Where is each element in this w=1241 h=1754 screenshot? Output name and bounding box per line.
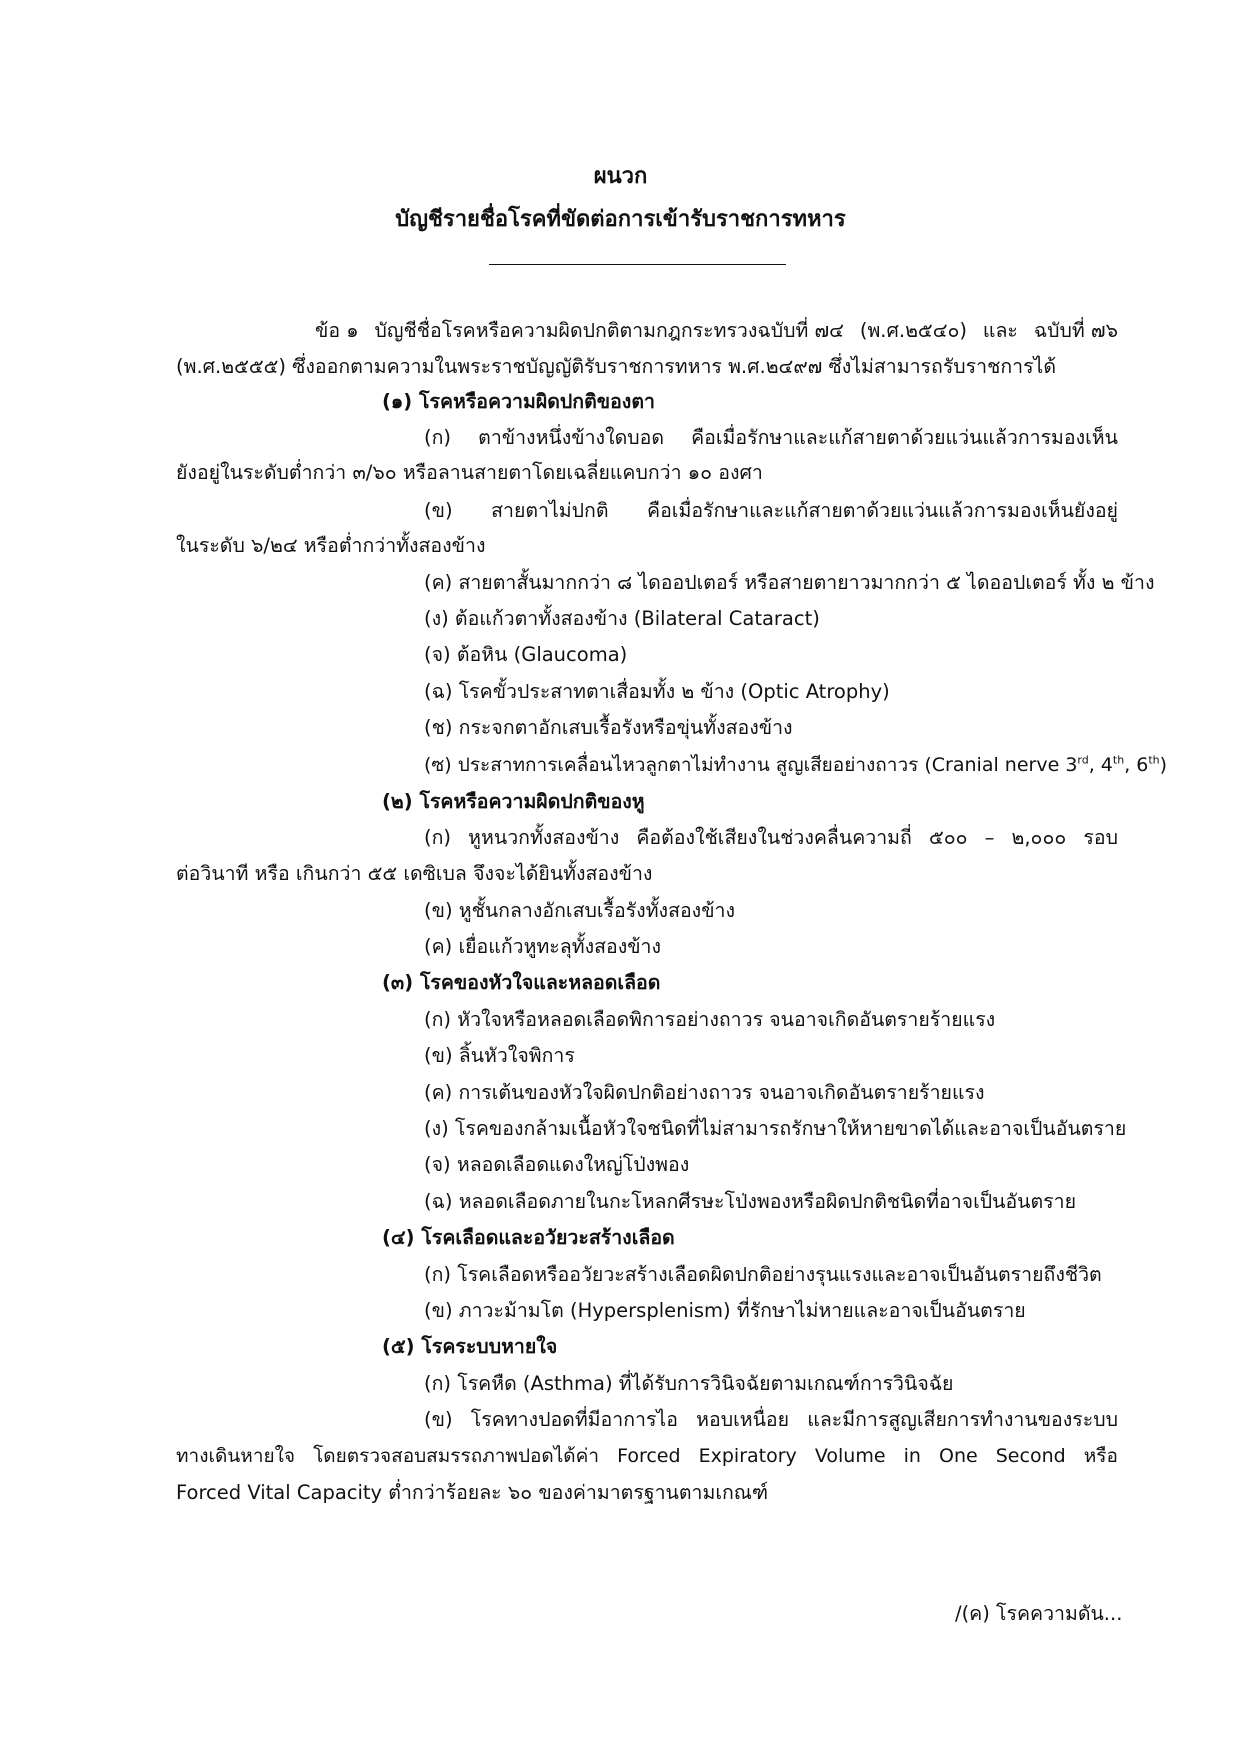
section-1-item-g: (ช) กระจกตาอักเสบเรื้อรังหรือขุ่นทั้งสองข้าง: [424, 716, 793, 739]
section-2-header: (๒) โรคหรือความผิดปกติของหู: [382, 790, 645, 813]
annex-subtitle: บัญชีรายชื่อโรคที่ขัดต่อการเข้ารับราชการทหาร: [395, 207, 846, 232]
section-1-item-h: (ซ) ประสาทการเคลื่อนไหวลูกตาไม่ทำงาน สูญเสียอย่างถาวร (Cranial nerve 3rd, 4th, 6th): [424, 753, 1168, 776]
section-1-item-c: (ค) สายตาสั้นมากกว่า ๘ ไดออปเตอร์ หรือสายตายาวมากกว่า ๕ ไดออปเตอร์ ทั้ง ๒ ข้าง: [424, 571, 1155, 594]
title-divider: [489, 264, 786, 265]
section-2-item-b: (ข) หูชั้นกลางอักเสบเรื้อรังทั้งสองข้าง: [424, 899, 736, 922]
section-5-item-b-line-2: ทางเดินหายใจ โดยตรวจสอบสมรรถภาพปอดได้ค่า Forced Expiratory Volume in One Second หรือ: [176, 1445, 1118, 1467]
intro-line-1: ข้อ ๑ บัญชีชื่อโรคหรือความผิดปกติตามกฎกระทรวงฉบับที่ ๗๔ (พ.ศ.๒๕๔๐) และ ฉบับที่ ๗๖: [315, 319, 1118, 342]
section-3-item-f: (ฉ) หลอดเลือดภายในกะโหลกศีรษะโป่งพองหรือผิดปกติชนิดที่อาจเป็นอันตราย: [424, 1190, 1077, 1213]
section-1-item-b-line-1: (ข) สายตาไม่ปกติ คือเมื่อรักษาและแก้สายตาด้วยแว่นแล้วการมองเห็นยังอยู่: [424, 499, 1118, 522]
section-1-item-b-line-2: ในระดับ ๖/๒๔ หรือต่ำกว่าทั้งสองข้าง: [176, 534, 486, 557]
section-1-item-d: (ง) ต้อแก้วตาทั้งสองข้าง (Bilateral Cataract): [424, 607, 820, 630]
section-2-item-a-line-2: ต่อวินาที หรือ เกินกว่า ๕๕ เดซิเบล จึงจะได้ยินทั้งสองข้าง: [176, 862, 653, 885]
section-3-item-d: (ง) โรคของกล้ามเนื้อหัวใจชนิดที่ไม่สามารถรักษาให้หายขาดได้และอาจเป็นอันตราย: [424, 1117, 1127, 1140]
section-3-item-e: (จ) หลอดเลือดแดงใหญ่โป่งพอง: [424, 1153, 690, 1176]
section-5-item-b-line-1: (ข) โรคทางปอดที่มีอาการไอ หอบเหนื่อย และมีการสูญเสียการทำงานของระบบ: [424, 1408, 1118, 1431]
section-5-header: (๕) โรคระบบหายใจ: [382, 1335, 558, 1358]
section-3-item-b: (ข) ลิ้นหัวใจพิการ: [424, 1044, 575, 1067]
section-4-item-b: (ข) ภาวะม้ามโต (Hypersplenism) ที่รักษาไม่หายและอาจเป็นอันตราย: [424, 1299, 1026, 1322]
section-4-item-a: (ก) โรคเลือดหรืออวัยวะสร้างเลือดผิดปกติอย่างรุนแรงและอาจเป็นอันตรายถึงชีวิต: [424, 1263, 1102, 1286]
section-1-item-e: (จ) ต้อหิน (Glaucoma): [424, 643, 628, 666]
section-5-item-a: (ก) โรคหืด (Asthma) ที่ได้รับการวินิจฉัยตามเกณฑ์การวินิจฉัย: [424, 1372, 954, 1395]
annex-title: ผนวก: [593, 164, 648, 189]
intro-line-2: (พ.ศ.๒๕๕๕) ซึ่งออกตามความในพระราชบัญญัติรับราชการทหาร พ.ศ.๒๔๙๗ ซึ่งไม่สามารถรับราชการได้: [176, 355, 1057, 378]
section-3-item-c: (ค) การเต้นของหัวใจผิดปกติอย่างถาวร จนอาจเกิดอันตรายร้ายแรง: [424, 1081, 985, 1104]
section-2-item-a-line-1: (ก) หูหนวกทั้งสองข้าง คือต้องใช้เสียงในช่วงคลื่นความถี่ ๕๐๐ – ๒,๐๐๐ รอบ: [424, 826, 1118, 849]
section-2-item-c: (ค) เยื่อแก้วหูทะลุทั้งสองข้าง: [424, 935, 662, 958]
section-4-header: (๔) โรคเลือดและอวัยวะสร้างเลือด: [382, 1226, 675, 1249]
continuation-note: /(ค) โรคความดัน...: [955, 1602, 1123, 1625]
section-1-header: (๑) โรคหรือความผิดปกติของตา: [382, 390, 655, 413]
section-5-item-b-line-3: Forced Vital Capacity ต่ำกว่าร้อยละ ๖๐ ของค่ามาตรฐานตามเกณฑ์: [176, 1481, 769, 1504]
section-1-item-a-line-2: ยังอยู่ในระดับต่ำกว่า ๓/๖๐ หรือลานสายตาโดยเฉลี่ยแคบกว่า ๑๐ องศา: [176, 461, 763, 484]
section-3-item-a: (ก) หัวใจหรือหลอดเลือดพิการอย่างถาวร จนอาจเกิดอันตรายร้ายแรง: [424, 1008, 996, 1031]
section-3-header: (๓) โรคของหัวใจและหลอดเลือด: [382, 971, 661, 994]
section-1-item-a-line-1: (ก) ตาข้างหนึ่งข้างใดบอด คือเมื่อรักษาและแก้สายตาด้วยแว่นแล้วการมองเห็น: [424, 426, 1118, 449]
section-1-item-f: (ฉ) โรคขั้วประสาทตาเสื่อมทั้ง ๒ ข้าง (Optic Atrophy): [424, 680, 890, 703]
